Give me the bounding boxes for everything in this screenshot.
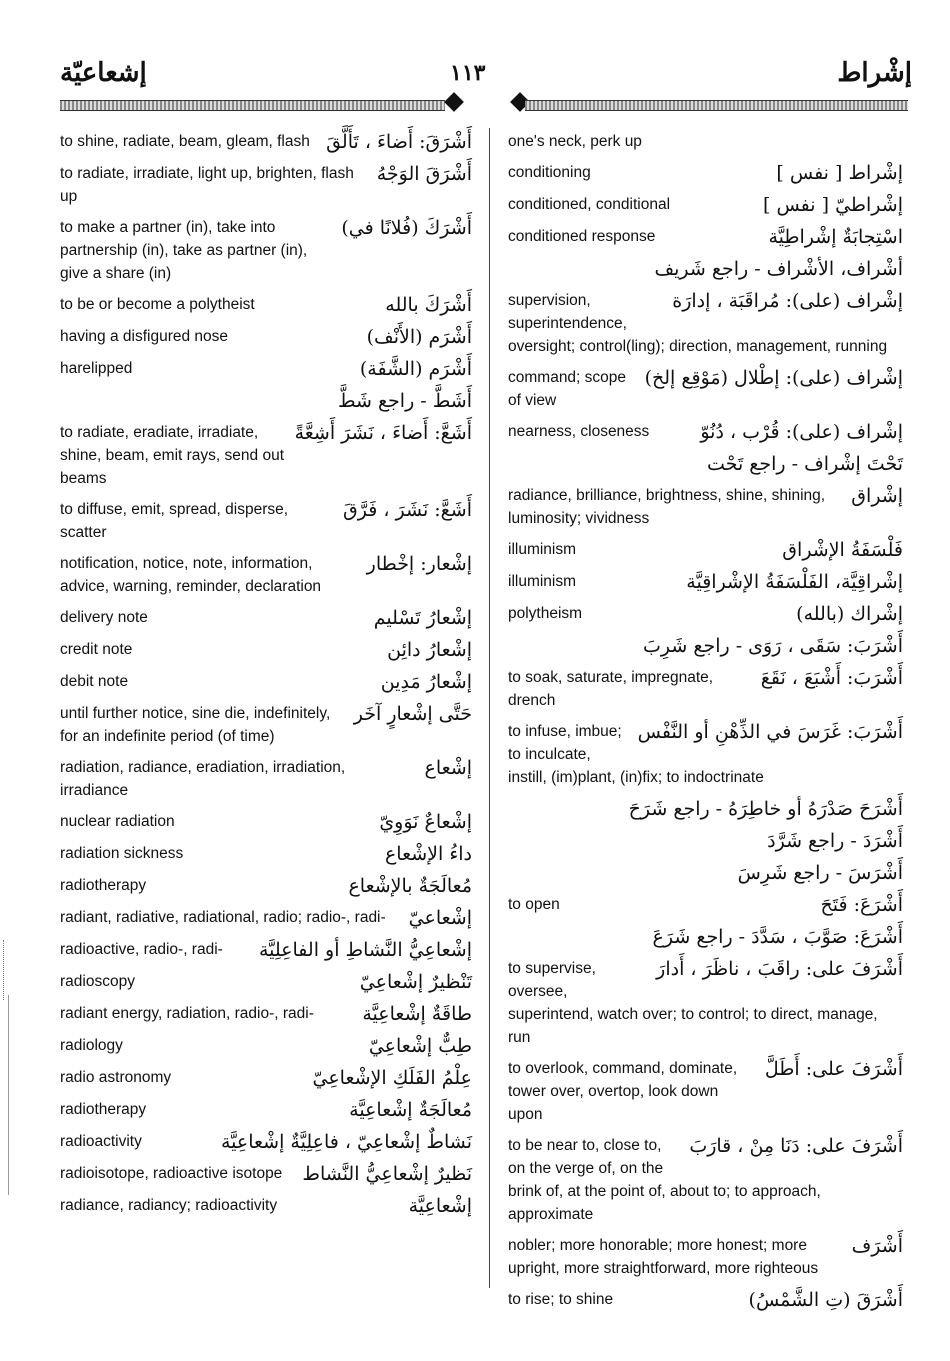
dictionary-entry — [508, 602, 903, 626]
english-definition: radiance, radiancy; radioactivity — [60, 1197, 278, 1214]
dictionary-entry — [508, 1234, 903, 1280]
arabic-headword: أَشْرَفَ على: دَنَا مِنْ ، قارَبَ — [689, 1135, 903, 1157]
margin-marks — [3, 940, 10, 1000]
dictionary-entry — [508, 634, 903, 658]
dictionary-entry — [60, 702, 472, 748]
english-definition: conditioned response — [508, 228, 656, 245]
dictionary-entry — [60, 874, 472, 898]
dictionary-entry — [60, 1194, 472, 1218]
english-definition: to infuse, imbue; to inculcate, instill, (im)plant, (in)fix; to indoctrinate — [508, 723, 764, 786]
arabic-headword: أَشْرَحَ صَدْرَهُ أو خاطِرَهُ - راجع شَرَحَ — [628, 798, 903, 820]
english-definition: radiant energy, radiation, radio-, radi- — [60, 1005, 314, 1022]
english-definition: radio astronomy — [60, 1069, 172, 1086]
english-definition: to make a partner (in), take into partnership (in), take as partner (in), give a share (in) — [60, 219, 308, 282]
dictionary-entry — [60, 130, 472, 154]
dictionary-entry — [60, 606, 472, 630]
dictionary-entry — [508, 130, 903, 153]
english-definition: to be near to, close to, on the verge of, on the brink of, at the point of, about to; to approach, approximate — [508, 1137, 821, 1223]
dictionary-entry — [508, 720, 903, 789]
dictionary-entry — [60, 498, 472, 544]
dictionary-entry — [508, 1134, 903, 1226]
english-definition: radiology — [60, 1037, 123, 1054]
english-definition: to open — [508, 896, 560, 913]
english-definition: radioactive, radio-, radi- — [60, 941, 223, 958]
page-number: ١١٣ — [450, 60, 486, 86]
arabic-headword: أَشْرَدَ - راجع شَرَّدَ — [767, 830, 903, 852]
dictionary-entry — [508, 452, 903, 476]
english-definition: illuminism — [508, 573, 577, 590]
english-definition: one's neck, perk up — [508, 133, 642, 150]
page-header — [0, 0, 950, 125]
arabic-headword: أشْراف، الأشْراف - راجع شَريف — [654, 258, 903, 280]
dictionary-entry — [60, 756, 472, 802]
dictionary-entry — [508, 957, 903, 1049]
arabic-headword: إشْعاعيّ — [408, 907, 472, 929]
arabic-headword: إشْعارُ تَسْليم — [373, 607, 472, 629]
arabic-headword: مُعالَجَةٌ بالإشْعاع — [348, 875, 472, 897]
dictionary-entry — [60, 421, 472, 490]
dictionary-entry — [508, 829, 903, 853]
arabic-headword: اسْتِجابَةٌ إشْراطِيَّة — [768, 226, 903, 248]
english-definition: radiation, radiance, eradiation, irradiation, irradiance — [60, 759, 346, 799]
dictionary-entry — [60, 325, 472, 349]
dictionary-entry — [60, 216, 472, 285]
dictionary-entry — [508, 666, 903, 712]
english-definition: command; scope of view — [508, 369, 627, 409]
dictionary-entry — [60, 162, 472, 208]
arabic-headword: أَشْرَف — [851, 1235, 903, 1257]
english-definition: to radiate, eradiate, irradiate, shine, beam, emit rays, send out beams — [60, 424, 285, 487]
dictionary-entry — [508, 257, 903, 281]
arabic-headword: مُعالَجَةٌ إشْعاعِيَّة — [349, 1099, 472, 1121]
arabic-headword: عِلْمُ الفَلَكِ الإشْعاعِيّ — [312, 1067, 472, 1089]
dictionary-entry — [60, 810, 472, 834]
dictionary-entry — [508, 538, 903, 562]
arabic-headword: أَشْرَقَ: أَضاءَ ، تَأَلَّقَ — [326, 131, 472, 153]
english-definition: radiance, brilliance, brightness, shine, shining, luminosity; vividness — [508, 487, 826, 527]
dictionary-entry — [508, 420, 903, 444]
arabic-headword: أَشْرَم (الشَّفَة) — [359, 358, 472, 380]
arabic-headword: تَحْتَ إشْراف - راجع تَحْت — [707, 453, 903, 475]
arabic-headword: إشْراك (بالله) — [796, 603, 903, 625]
dictionary-entry — [60, 1066, 472, 1090]
arabic-headword: إشْعارُ دائِن — [387, 639, 472, 661]
arabic-headword: أَشَعَّ: نَشَرَ ، فَرَّقَ — [343, 499, 472, 521]
english-definition: to supervise, oversee, superintend, watch over; to control; to direct, manage, run — [508, 960, 878, 1046]
dictionary-entry — [60, 552, 472, 598]
english-definition: to overlook, command, dominate, tower over, overtop, look down upon — [508, 1060, 738, 1123]
arabic-headword: إشْعاعٌ نَوَوِيّ — [379, 811, 472, 833]
english-definition: supervision, superintendence, oversight; control(ling); direction, management, running — [508, 292, 888, 355]
arabic-headword: إشْعاعِيُّ النَّشاطِ أو الفاعِلِيَّة — [258, 939, 472, 961]
english-definition: conditioning — [508, 164, 591, 181]
dictionary-entry — [508, 366, 903, 412]
arabic-headword: طِبٌّ إشْعاعِيّ — [368, 1035, 472, 1057]
dictionary-entry — [508, 893, 903, 917]
arabic-headword: أَشْرَبَ: سَقَى ، رَوَى - راجع شَرِبَ — [643, 635, 903, 657]
dictionary-entry — [60, 1130, 472, 1154]
dictionary-entry — [60, 357, 472, 381]
arabic-headword: أَشْرَفَ على: راقَبَ ، ناظَرَ ، أَدارَ — [656, 958, 903, 980]
dictionary-entry — [60, 842, 472, 866]
scan-edge-line — [8, 995, 9, 1195]
english-definition: radioisotope, radioactive isotope — [60, 1165, 283, 1182]
dictionary-entry — [508, 797, 903, 821]
arabic-headword: إشْعار: إخْطار — [366, 553, 472, 575]
dictionary-entry — [508, 1288, 903, 1312]
arabic-headword: إشْراقِيَّة، الفَلْسَفَةُ الإشْراقِيَّة — [686, 571, 903, 593]
column-divider — [489, 128, 490, 1288]
arabic-headword: إشْعارُ مَدِين — [380, 671, 472, 693]
arabic-headword: إشْراطيّ [ نفس ] — [763, 194, 903, 216]
dictionary-entry — [60, 1034, 472, 1058]
english-definition: debit note — [60, 673, 129, 690]
english-definition: notification, notice, note, information, advice, warning, reminder, declaration — [60, 555, 322, 595]
dictionary-entry — [60, 906, 472, 930]
arabic-headword: إشْراف (على): قُرْب ، دُنُوّ — [700, 421, 903, 443]
dictionary-entry — [508, 193, 903, 217]
arabic-headword: إشْراف (على): مُراقَبَة ، إدارَة — [672, 290, 903, 312]
english-definition: nuclear radiation — [60, 813, 175, 830]
dictionary-entry — [508, 570, 903, 594]
dictionary-entry — [60, 970, 472, 994]
arabic-headword: طاقَةٌ إشْعاعِيَّة — [362, 1003, 472, 1025]
dictionary-entry — [508, 1057, 903, 1126]
arabic-headword: أَشْرَكَ بالله — [385, 294, 472, 316]
english-definition: radioactivity — [60, 1133, 142, 1150]
english-definition: to soak, saturate, impregnate, drench — [508, 669, 714, 709]
dictionary-entry — [60, 1098, 472, 1122]
english-definition: nearness, closeness — [508, 423, 650, 440]
english-definition: nobler; more honorable; more honest; more upright, more straightforward, more righteous — [508, 1237, 819, 1277]
dictionary-entry — [60, 670, 472, 694]
arabic-headword: أَشْرَكَ (فُلانًا في) — [341, 217, 472, 239]
arabic-headword: أَشَعَّ: أَضاءَ ، نَشَرَ أَشِعَّةً — [294, 422, 472, 444]
arabic-headword: أَشْرَعَ: فَتَحَ — [820, 894, 903, 916]
english-definition: credit note — [60, 641, 133, 658]
left-column — [60, 130, 472, 1226]
english-definition: polytheism — [508, 605, 583, 622]
english-definition: radiotherapy — [60, 877, 147, 894]
arabic-headword: إشْعاع — [424, 757, 472, 779]
arabic-headword: إشْراف (على): إطْلال (مَوْقِع إلخ) — [644, 367, 903, 389]
english-definition: to shine, radiate, beam, gleam, flash — [60, 133, 310, 150]
english-definition: until further notice, sine die, indefinitely, for an indefinite period (of time) — [60, 705, 331, 745]
arabic-headword: أَشْرَقَ الوَجْهُ — [376, 163, 472, 185]
arabic-headword: إشْراق — [851, 485, 903, 507]
english-definition: to be or become a polytheist — [60, 296, 255, 313]
english-definition: delivery note — [60, 609, 148, 626]
arabic-headword: أَشْرَفَ على: أَطَلَّ — [764, 1058, 903, 1080]
dictionary-entry — [60, 1162, 472, 1186]
diamond-ornament-left — [444, 92, 464, 112]
dictionary-entry — [60, 293, 472, 317]
dictionary-entry — [508, 484, 903, 530]
guide-word-right: إشْراط — [837, 58, 912, 88]
dictionary-entry — [508, 925, 903, 949]
arabic-headword: أَشَطَّ - راجع شَطَّ — [337, 390, 472, 412]
right-column — [508, 130, 903, 1320]
dictionary-entry — [508, 161, 903, 185]
arabic-headword: نَشاطٌ إشْعاعِيّ ، فاعِلِيَّةٌ إشْعاعِيَّة — [220, 1131, 472, 1153]
english-definition: to diffuse, emit, spread, disperse, scatter — [60, 501, 289, 541]
arabic-headword: نَظيرٌ إشْعاعِيُّ النَّشاط — [302, 1163, 472, 1185]
dictionary-entry — [60, 1002, 472, 1026]
arabic-headword: إشْراط [ نفس ] — [776, 162, 903, 184]
english-definition: radioscopy — [60, 973, 135, 990]
arabic-headword: أَشْرَبَ: أَشْبَعَ ، نَقَعَ — [760, 667, 903, 689]
arabic-headword: فَلْسَفَةُ الإشْراق — [782, 539, 903, 561]
arabic-headword: حَتَّى إشْعارٍ آخَر — [353, 703, 472, 725]
english-definition: radiation sickness — [60, 845, 184, 862]
dictionary-entry — [508, 861, 903, 885]
guide-word-left: إشعاعيّة — [60, 58, 147, 88]
header-rule-right — [525, 100, 908, 111]
english-definition: radiant, radiative, radiational, radio; radio-, radi- — [60, 909, 386, 926]
english-definition: radiotherapy — [60, 1101, 147, 1118]
english-definition: to rise; to shine — [508, 1291, 614, 1308]
header-rule-left — [60, 100, 445, 111]
dictionary-entry — [60, 638, 472, 662]
dictionary-entry — [508, 289, 903, 358]
english-definition: illuminism — [508, 541, 577, 558]
arabic-headword: أَشْرَبَ: غَرَسَ في الذِّهْنِ أو النَّفْس — [637, 721, 903, 743]
english-definition: having a disfigured nose — [60, 328, 229, 345]
arabic-headword: أَشْرَقَ (تِ الشَّمْسُ) — [748, 1289, 903, 1311]
english-definition: harelipped — [60, 360, 133, 377]
dictionary-entry — [60, 389, 472, 413]
arabic-headword: أَشْرَم (الأَنْف) — [366, 326, 472, 348]
arabic-headword: أَشْرَسَ - راجع شَرِسَ — [737, 862, 903, 884]
english-definition: conditioned, conditional — [508, 196, 671, 213]
arabic-headword: داءُ الإشْعاع — [384, 843, 472, 865]
arabic-headword: أَشْرَعَ: صَوَّبَ ، سَدَّدَ - راجع شَرَعَ — [652, 926, 903, 948]
arabic-headword: إشْعاعِيَّة — [408, 1195, 472, 1217]
english-definition: to radiate, irradiate, light up, brighten, flash up — [60, 165, 354, 205]
dictionary-entry — [60, 938, 472, 962]
dictionary-entry — [508, 225, 903, 249]
arabic-headword: تَنْظيرٌ إشْعاعِيّ — [359, 971, 472, 993]
